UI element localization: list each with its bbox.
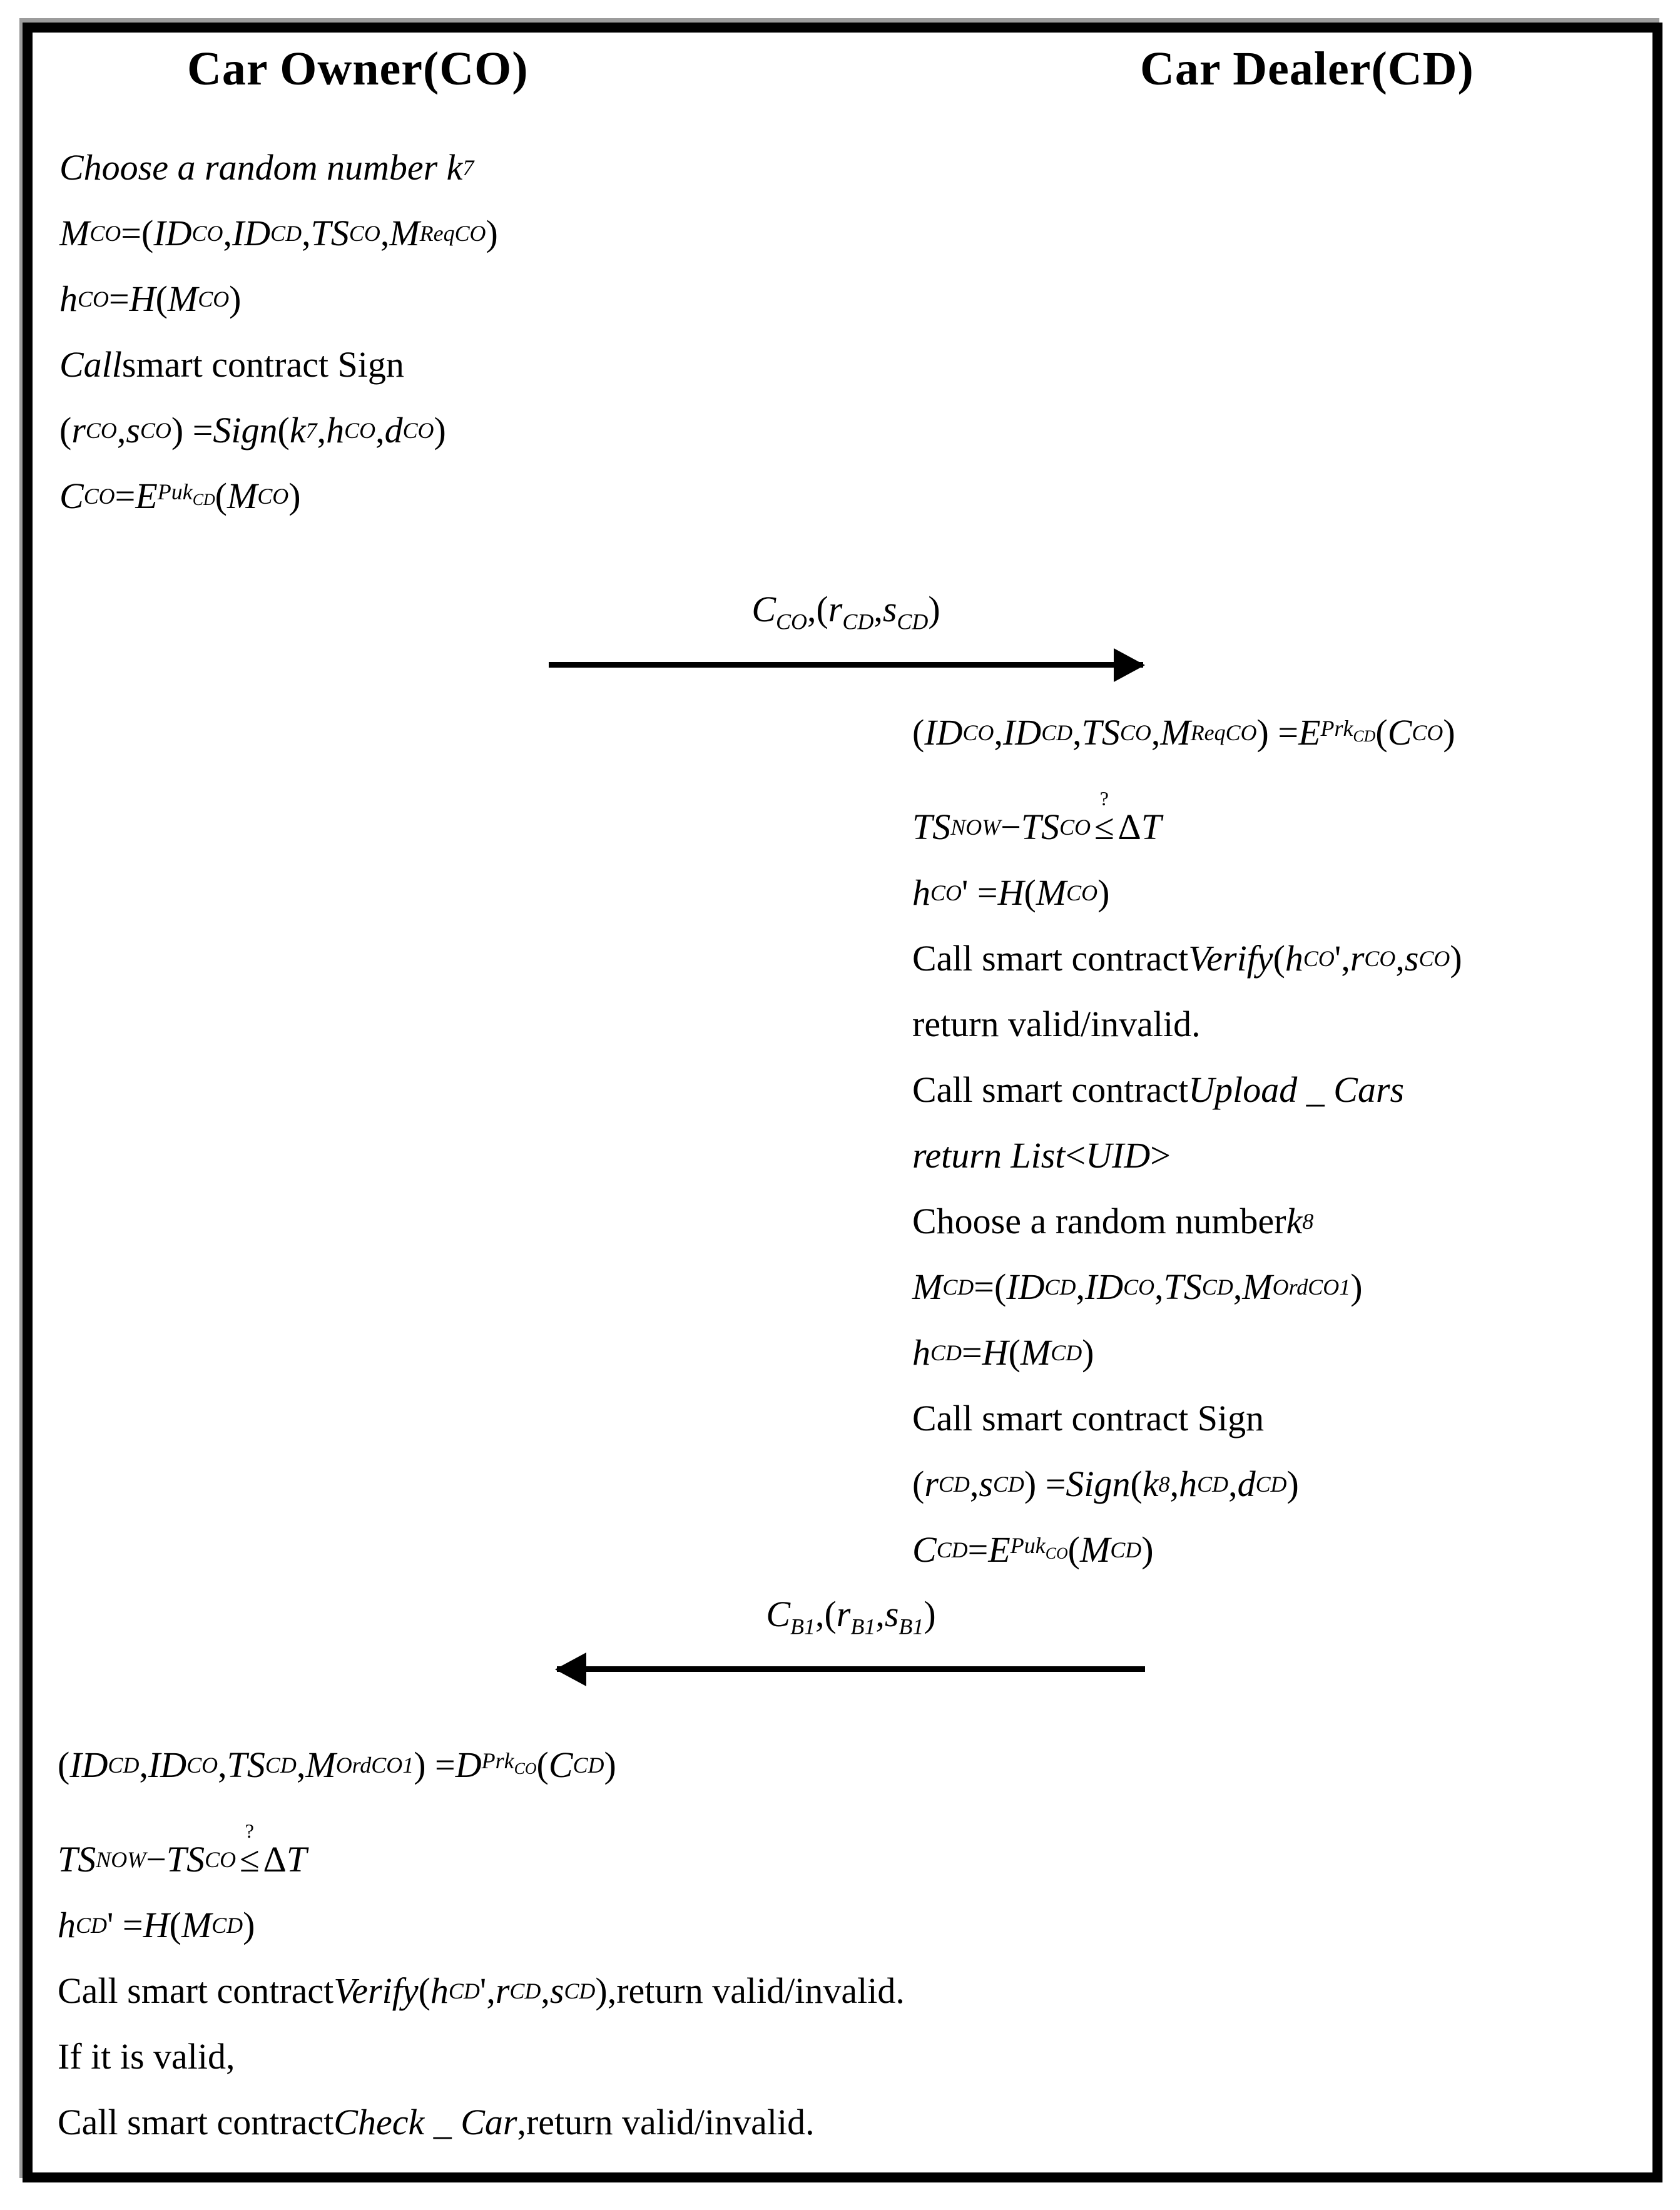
arrowhead-left-icon (555, 1652, 586, 1686)
protocol-line: C CO = E Puk$_{CD}$ ( M CO ) (59, 476, 301, 516)
message-arrow-co-to-cd (549, 662, 1143, 668)
protocol-line: Choose a random number k 8 (912, 1201, 1314, 1241)
protocol-line: Call smart contract Sign (912, 1398, 1265, 1439)
column-header-car-owner: Car Owner(CO) (187, 43, 529, 95)
car-owner-bottom-steps (58, 1732, 905, 2155)
message-arrow-cd-to-co (557, 1666, 1145, 1672)
protocol-line: Choose a random number k 7 (59, 147, 474, 188)
protocol-line: ( r CO , s CO ) = Sign ( k 7 , h CO , d CO ) (59, 410, 446, 451)
protocol-line: h CO ' = H ( M CO ) (912, 872, 1110, 913)
car-owner-top-steps (59, 135, 498, 529)
protocol-line: Call smart contract Sign (59, 344, 404, 385)
protocol-line: TS NOW − TS CO ? ≤ Δ T (58, 1820, 307, 1880)
protocol-line: Call smart contract Verify ( h CO ', r CO , s CO ) (912, 938, 1462, 979)
arrowhead-right-icon (1114, 648, 1145, 682)
protocol-line: return List < UID > (912, 1135, 1171, 1176)
protocol-line: ( r CD , s CD ) = Sign ( k 8 , h CD , d CD ) (912, 1464, 1299, 1504)
protocol-line: M CD =( ID CD , ID CO , TS CD , M OrdCO1 ) (912, 1266, 1363, 1307)
protocol-line: Call smart contract Upload _ Cars (912, 1069, 1405, 1110)
protocol-line: C CD = E Puk$_{CO}$ ( M CD ) (912, 1529, 1154, 1570)
protocol-line: h CO = H ( M CO ) (59, 278, 242, 319)
protocol-line: If it is valid, (58, 2036, 235, 2077)
protocol-line: h CD = H ( M CD ) (912, 1332, 1094, 1373)
protocol-line: h CD ' = H ( M CD ) (58, 1905, 255, 1945)
protocol-line: TS NOW − TS CO ? ≤ Δ T (912, 787, 1162, 847)
protocol-line: Call smart contract Check _ Car ,return valid/invalid. (58, 2102, 815, 2142)
message-2-label: $C_{B1},(r_{B1},s_{B1})$ (766, 1594, 936, 1639)
message-1-label: $C_{CO},(r_{CD},s_{CD})$ (751, 589, 940, 634)
protocol-line: ( ID CO , ID CD , TS CO , M ReqCO ) = E Prk$_{CD}$ ( C CO ) (912, 712, 1455, 753)
car-dealer-steps (912, 700, 1462, 1582)
protocol-line: Call smart contract Verify ( h CD ', r CD , s CD ),return valid/invalid. (58, 1970, 905, 2011)
protocol-line: return valid/invalid. (912, 1004, 1201, 1044)
protocol-line: M CO =( ID CO , ID CD , TS CO , M ReqCO ) (59, 213, 498, 253)
column-header-car-dealer: Car Dealer(CD) (1140, 43, 1474, 95)
protocol-line: ( ID CD , ID CO , TS CD , M OrdCO1 ) = D Prk$_{CO}$ ( C CD ) (58, 1744, 616, 1785)
